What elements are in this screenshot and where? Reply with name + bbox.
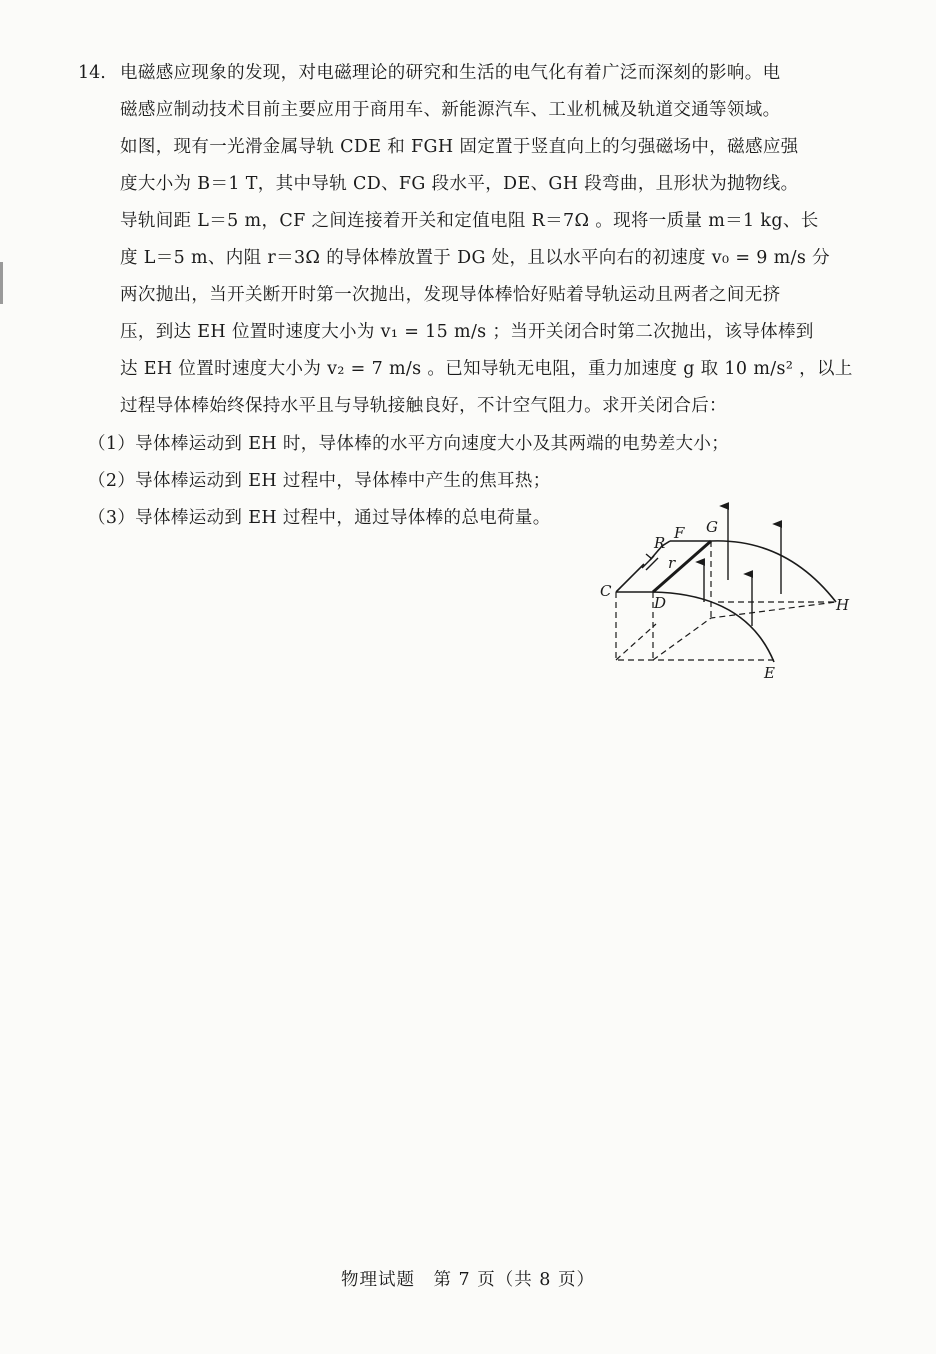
rail-de [653,592,774,662]
label-internal-r: r [668,554,676,572]
question-number: 14. [78,63,106,83]
rail-gh [711,541,836,602]
dashed-box [616,541,836,660]
question-line-1: 电磁感应现象的发现，对电磁理论的研究和生活的电气化有着广泛而深刻的影响。电 [120,63,781,83]
question-line-7: 两次抛出，当开关断开时第一次抛出，发现导体棒恰好贴着导轨运动且两者之间无挤 [120,285,781,305]
sub-question-3: （3）导体棒运动到 EH 过程中，通过导体棒的总电荷量。 [88,508,551,528]
label-f: F [674,524,685,542]
question-line-4: 度大小为 B＝1 T，其中导轨 CD、FG 段水平，DE、GH 段弯曲，且形状为抛物线。 [120,174,799,194]
page-footer: 物理试题 第 7 页（共 8 页） [340,1270,596,1290]
question-line-3: 如图，现有一光滑金属导轨 CDE 和 FGH 固定置于竖直向上的匀强磁场中，磁感应强 [120,137,799,157]
sub-question-2: （2）导体棒运动到 EH 过程中，导体棒中产生的焦耳热； [88,471,551,491]
question-line-2: 磁感应制动技术目前主要应用于商用车、新能源汽车、工业机械及轨道交通等领域。 [120,100,781,120]
label-e: E [764,664,775,682]
question-line-10: 过程导体棒始终保持水平且与导轨接触良好，不计空气阻力。求开关闭合后： [120,396,727,416]
question-line-8: 压，到达 EH 位置时速度大小为 v₁ = 15 m/s ；当开关闭合时第二次抛出，该导体棒到 [120,322,814,342]
sub-question-1: （1）导体棒运动到 EH 时，导体棒的水平方向速度大小及其两端的电势差大小； [88,434,730,454]
rail-diagram [596,498,866,688]
label-h: H [836,596,850,614]
label-resistor: R [654,534,666,552]
question-line-9: 达 EH 位置时速度大小为 v₂ = 7 m/s 。已知导轨无电阻，重力加速度 g 取 10 m/s² ，以上 [120,359,853,379]
resistor-switch [642,554,658,570]
page-edge-mark [0,262,3,304]
label-c: C [600,582,612,600]
label-g: G [706,518,718,536]
wire-cf [616,564,644,592]
question-line-5: 导轨间距 L＝5 m，CF 之间连接着开关和定值电阻 R＝7Ω 。现将一质量 m＝1 kg、长 [120,211,819,231]
question-line-6: 度 L＝5 m、内阻 r＝3Ω 的导体棒放置于 DG 处，且以水平向右的初速度 v₀ = 9 m/s 分 [120,248,830,268]
label-d: D [654,594,667,612]
